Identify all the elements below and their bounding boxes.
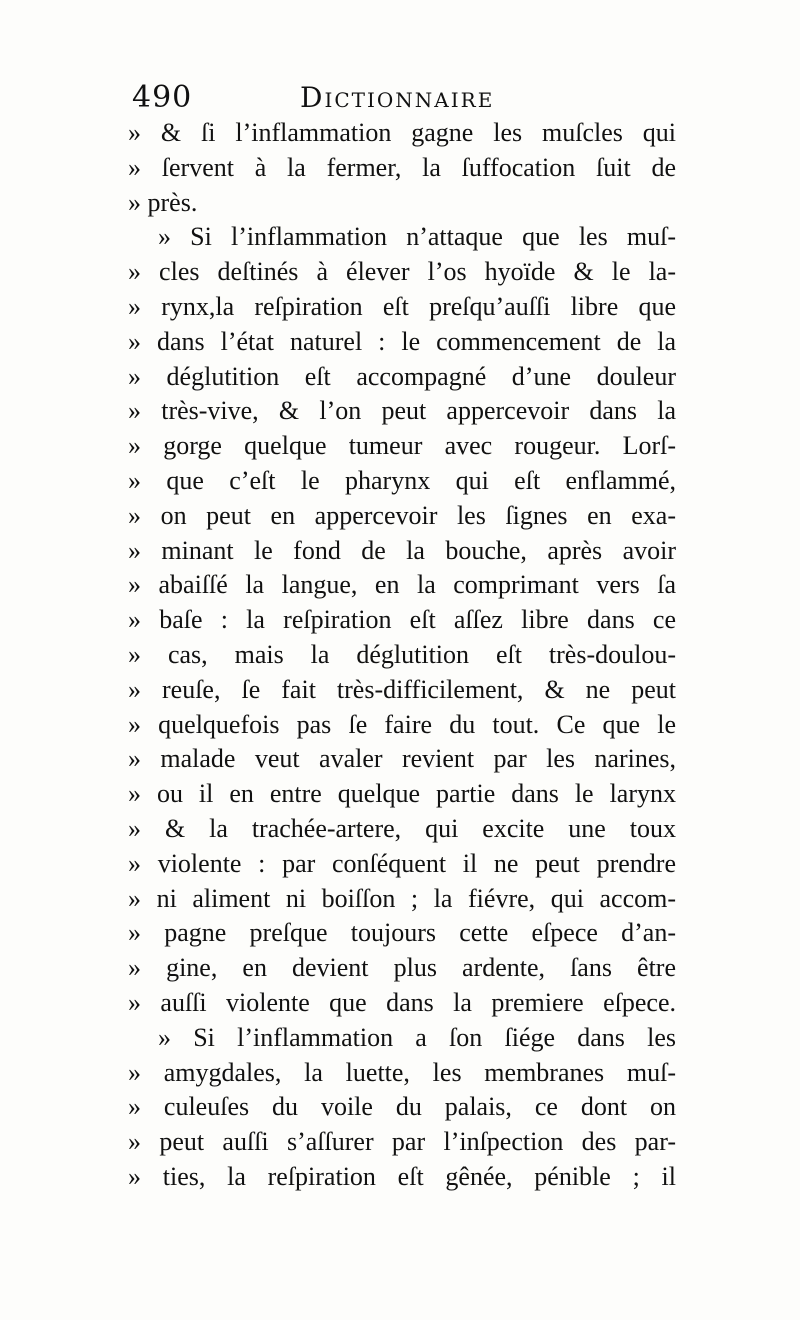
text-line: » reuſe, ſe fait très-difficilement, & ne peut	[128, 674, 676, 704]
text-line: » violente : par conſéquent il ne peut prendre	[128, 848, 676, 878]
text-line: » Si l’inflammation a ſon ſiége dans les	[158, 1022, 676, 1052]
text-line: » près.	[128, 187, 198, 217]
text-line: » auſſi violente que dans la premiere eſpece.	[128, 987, 676, 1017]
text-line: » & ſi l’inflammation gagne les muſcles qui	[128, 118, 676, 147]
text-line: » amygdales, la luette, les membranes muſ-	[128, 1057, 676, 1087]
text-line: » ties, la reſpiration eſt gênée, pénible ; il	[128, 1161, 676, 1191]
page-header	[132, 78, 692, 118]
text-line: » baſe : la reſpiration eſt aſſez libre dans ce	[128, 605, 676, 635]
text-line: » rynx,la reſpiration eſt preſqu’auſſi libre que	[128, 291, 676, 321]
text-line: » gorge quelque tumeur avec rougeur. Lorſ-	[128, 431, 676, 461]
text-line: » & la trachée-artere, qui excite une toux	[128, 813, 676, 843]
text-line: » culeuſes du voile du palais, ce dont on	[128, 1092, 676, 1122]
running-head: Dictionnaire	[300, 81, 495, 114]
text-line: » déglutition eſt accompagné d’une douleur	[128, 361, 676, 391]
text-line: » très-vive, & l’on peut appercevoir dans la	[128, 396, 676, 426]
text-line: » malade veut avaler revient par les narines,	[128, 744, 676, 774]
text-line: » abaiſſé la langue, en la comprimant vers ſa	[128, 570, 676, 600]
text-line: » Si l’inflammation n’attaque que les muſ-	[158, 222, 676, 252]
text-line: » dans l’état naturel : le commencement de la	[128, 326, 676, 356]
text-line: » cles deſtinés à élever l’os hyoïde & le la-	[128, 257, 676, 287]
text-line: » minant le fond de la bouche, après avoir	[128, 535, 676, 565]
text-line: » cas, mais la déglutition eſt très-doulou-	[128, 639, 676, 669]
text-line: » quelquefois pas ſe faire du tout. Ce que le	[128, 709, 676, 739]
text-line: » peut auſſi s’aſſurer par l’inſpection des par-	[128, 1127, 676, 1157]
text-line: » que c’eſt le pharynx qui eſt enflammé,	[128, 465, 676, 495]
text-line: » pagne preſque toujours cette eſpece d’an-	[128, 918, 676, 948]
text-line: » ou il en entre quelque partie dans le larynx	[128, 779, 676, 809]
text-line: » gine, en devient plus ardente, ſans être	[128, 953, 676, 983]
text-line: » ni aliment ni boiſſon ; la fiévre, qui accom-	[128, 883, 676, 913]
page-number: 490	[132, 80, 193, 115]
text-line: » ſervent à la fermer, la ſuffocation ſuit de	[128, 152, 676, 182]
body-text	[128, 116, 676, 1195]
text-line: » on peut en appercevoir les ſignes en exa-	[128, 500, 676, 530]
